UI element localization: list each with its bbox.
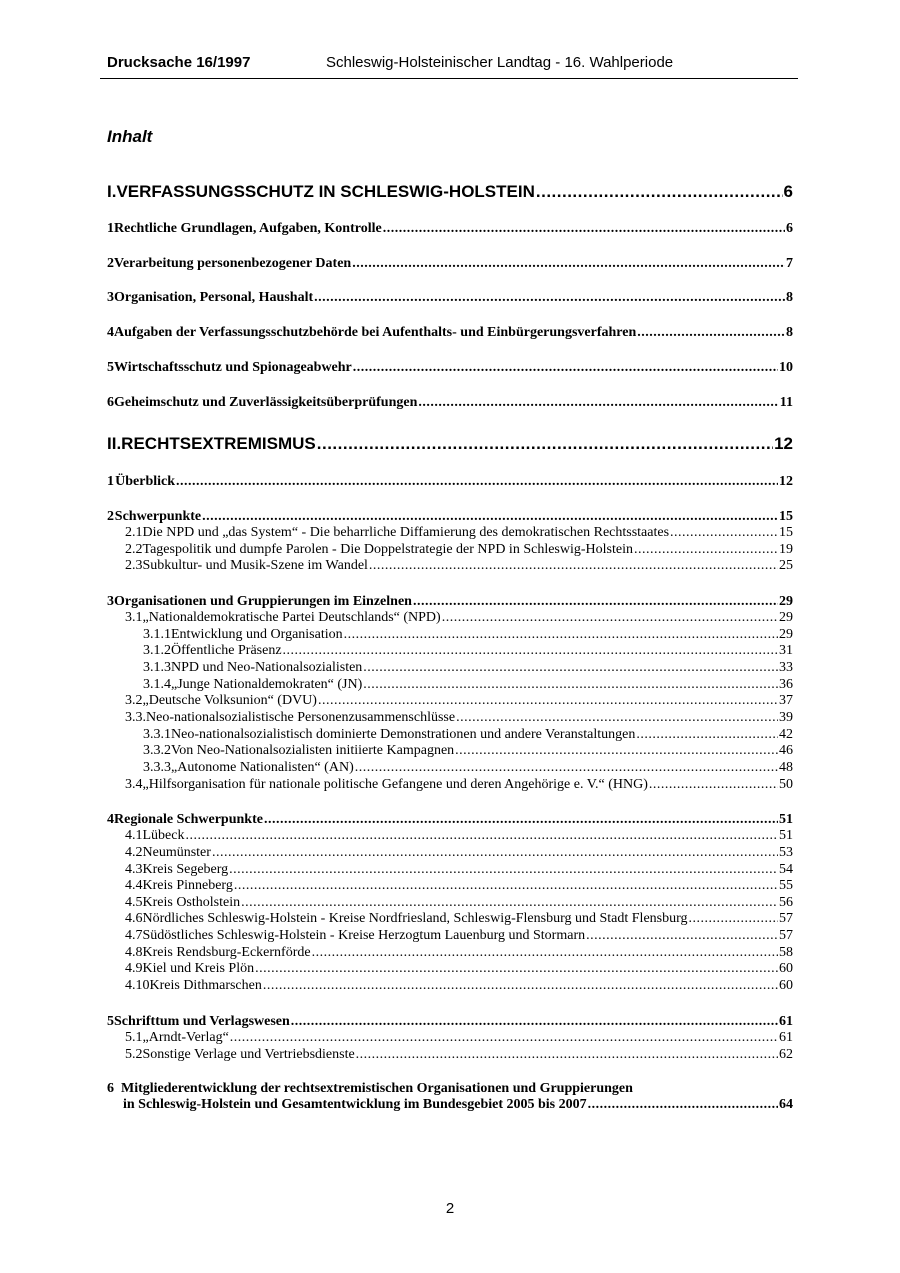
toc-entry-number: 5 xyxy=(107,1014,114,1029)
toc-entry[interactable] xyxy=(125,525,793,541)
toc-entry-title: Neumünster xyxy=(142,845,211,860)
toc-entry-page: 12 xyxy=(774,434,793,453)
toc-entry[interactable] xyxy=(125,911,793,927)
toc-entry-page: 50 xyxy=(779,777,793,792)
toc-entry-page: 15 xyxy=(779,525,793,540)
toc-entry-page: 64 xyxy=(779,1097,793,1112)
toc-entry-number: 3.3. xyxy=(125,710,146,725)
toc-entry[interactable] xyxy=(125,895,793,911)
toc-entry-title-line2: in Schleswig-Holstein und Gesamtentwicklung im Bundesgebiet 2005 bis 2007 xyxy=(123,1097,587,1112)
toc-entry-page: 57 xyxy=(779,911,793,926)
dot-leader xyxy=(202,509,778,525)
toc-entry-number: 3.3.3 xyxy=(143,760,171,775)
toc-chapter-entry[interactable] xyxy=(107,434,793,454)
dot-leader xyxy=(176,474,778,490)
dot-leader xyxy=(212,845,778,861)
toc-entry-number: 1 xyxy=(107,221,114,236)
dot-leader xyxy=(314,290,785,306)
toc-entry-title: Wirtschaftsschutz und Spionageabwehr xyxy=(114,360,352,375)
dot-leader xyxy=(369,558,778,574)
toc-entry[interactable] xyxy=(143,727,793,743)
toc-entry[interactable] xyxy=(125,928,793,944)
toc-entry[interactable] xyxy=(107,594,793,610)
toc-entry-page: 15 xyxy=(779,509,793,524)
toc-entry-page: 61 xyxy=(779,1030,793,1045)
toc-entry-title: Entwicklung und Organisation xyxy=(171,627,343,642)
toc-entry-number: 2.2 xyxy=(125,542,143,557)
dot-leader xyxy=(456,710,778,726)
toc-entry-title: NPD und Neo-Nationalsozialisten xyxy=(171,660,363,675)
toc-entry-title: Sonstige Verlage und Vertriebsdienste xyxy=(142,1047,355,1062)
dot-leader xyxy=(264,812,778,828)
toc-entry-number: 4.5 xyxy=(125,895,143,910)
toc-entry-title: Regionale Schwerpunkte xyxy=(114,812,263,827)
toc-entry-page: 39 xyxy=(779,710,793,725)
toc-entry-title: Rechtliche Grundlagen, Aufgaben, Kontrolle xyxy=(114,221,382,236)
toc-entry-title: Verarbeitung personenbezogener Daten xyxy=(114,256,352,271)
toc-entry-number: 2 xyxy=(107,509,114,524)
toc-entry-title: Schwerpunkte xyxy=(114,509,202,524)
toc-entry-number: II. xyxy=(107,434,122,453)
toc-entry[interactable] xyxy=(125,878,793,894)
toc-entry-title: Neo-nationalsozialistische Personenzusammenschlüsse xyxy=(146,710,456,725)
dot-leader xyxy=(312,945,778,961)
dot-leader xyxy=(283,643,778,659)
toc-entry-title-line1: Mitgliederentwicklung der rechtsextremistischen Organisationen und Gruppierungen xyxy=(121,1081,633,1096)
toc-entry-number: 2.1 xyxy=(125,525,143,540)
toc-entry-title: Kreis Segeberg xyxy=(142,862,229,877)
toc-entry-page: 51 xyxy=(779,828,793,843)
dot-leader xyxy=(634,542,778,558)
toc-entry[interactable] xyxy=(125,693,793,709)
toc-entry[interactable] xyxy=(143,760,793,776)
toc-entry-page: 29 xyxy=(779,627,793,642)
toc-entry-number: 4.1 xyxy=(125,828,143,843)
toc-entry-page: 58 xyxy=(779,945,793,960)
dot-leader xyxy=(255,961,778,977)
dot-leader xyxy=(263,978,778,994)
toc-entry-page: 57 xyxy=(779,928,793,943)
toc-entry-page: 60 xyxy=(779,961,793,976)
toc-entry-page: 6 xyxy=(783,182,793,201)
toc-entry-page: 48 xyxy=(779,760,793,775)
dot-leader xyxy=(241,895,778,911)
toc-entry-title: Schrifttum und Verlagswesen xyxy=(114,1014,290,1029)
toc-entry-number: 4.8 xyxy=(125,945,143,960)
toc-entry-title: „Deutsche Volksunion“ (DVU) xyxy=(142,693,317,708)
toc-entry-number: 3.1.4 xyxy=(143,677,171,692)
toc-entry-title: Südöstliches Schleswig-Holstein - Kreise Herzogtum Lauenburg und Stormarn xyxy=(142,928,586,943)
document-number: Drucksache 16/1997 xyxy=(107,54,251,71)
page-header xyxy=(100,52,798,79)
toc-entry-number: 3.1 xyxy=(125,610,143,625)
toc-entry-number: I. xyxy=(107,182,117,201)
toc-entry[interactable] xyxy=(125,978,793,994)
toc-entry[interactable] xyxy=(107,509,793,525)
toc-entry-number: 2.3 xyxy=(125,558,143,573)
dot-leader xyxy=(318,693,778,709)
toc-entry-number: 4.2 xyxy=(125,845,143,860)
toc-entry-page: 37 xyxy=(779,693,793,708)
toc-entry[interactable] xyxy=(143,677,793,693)
toc-entry-page: 33 xyxy=(779,660,793,675)
toc-entry-page: 61 xyxy=(779,1014,793,1029)
dot-leader xyxy=(588,1097,778,1113)
toc-entry-title: Kreis Dithmarschen xyxy=(149,978,262,993)
toc-entry[interactable] xyxy=(125,558,793,574)
toc-entry-number: 3 xyxy=(107,594,114,609)
dot-leader xyxy=(586,928,778,944)
toc-entry[interactable] xyxy=(125,1047,793,1063)
toc-entry-number: 4 xyxy=(107,325,114,340)
toc-entry-number: 5 xyxy=(107,360,114,375)
dot-leader xyxy=(317,434,773,454)
toc-entry-number: 3.1.3 xyxy=(143,660,171,675)
toc-entry[interactable] xyxy=(125,862,793,878)
dot-leader xyxy=(536,182,783,202)
toc-entry[interactable] xyxy=(125,828,793,844)
toc-entry-page: 36 xyxy=(779,677,793,692)
toc-entry-number: 2 xyxy=(107,256,114,271)
toc-entry-title: Von Neo-Nationalsozialisten initiierte Kampagnen xyxy=(171,743,455,758)
toc-entry-title: Öffentliche Präsenz xyxy=(171,643,282,658)
toc-entry-number: 1 xyxy=(107,474,114,489)
toc-entry[interactable] xyxy=(107,474,793,490)
toc-entry[interactable] xyxy=(107,360,793,376)
toc-entry-title: RECHTSEXTREMISMUS xyxy=(121,434,316,453)
dot-leader xyxy=(230,1030,778,1046)
toc-entry-page: 55 xyxy=(779,878,793,893)
dot-leader xyxy=(234,878,778,894)
toc-entry[interactable] xyxy=(107,290,793,306)
toc-entry-title: Lübeck xyxy=(142,828,185,843)
dot-leader xyxy=(291,1014,778,1030)
toc-entry[interactable] xyxy=(125,710,793,726)
toc-entry-number: 4.9 xyxy=(125,961,143,976)
toc-entry-page: 46 xyxy=(779,743,793,758)
toc-entry-number: 3 xyxy=(107,290,114,305)
toc-entry-page: 19 xyxy=(779,542,793,557)
toc-entry-title: Geheimschutz und Zuverlässigkeitsüberprüfungen xyxy=(114,395,418,410)
dot-leader xyxy=(455,743,778,759)
toc-entry-title: Tagespolitik und dumpfe Parolen - Die Doppelstrategie der NPD in Schleswig-Holstein xyxy=(142,542,633,557)
toc-entry[interactable] xyxy=(107,1014,793,1030)
dot-leader xyxy=(649,777,778,793)
toc-entry-page: 25 xyxy=(779,558,793,573)
toc-entry-page: 62 xyxy=(779,1047,793,1062)
toc-entry-title: VERFASSUNGSSCHUTZ IN SCHLESWIG-HOLSTEIN xyxy=(116,182,535,201)
toc-entry[interactable] xyxy=(107,395,793,411)
toc-entry-title: Neo-nationalsozialistisch dominierte Demonstrationen und andere Veranstaltungen xyxy=(171,727,636,742)
dot-leader xyxy=(353,360,778,376)
toc-entry-number: 4.4 xyxy=(125,878,143,893)
toc-entry-title: Kreis Rendsburg-Eckernförde xyxy=(142,945,311,960)
dot-leader xyxy=(356,1047,778,1063)
toc-entry[interactable] xyxy=(143,643,793,659)
toc-entry-6-mitgliederentwicklung[interactable] xyxy=(107,1081,793,1113)
toc-entry-page: 7 xyxy=(786,256,793,271)
dot-leader xyxy=(355,760,778,776)
dot-leader xyxy=(636,727,778,743)
dot-leader xyxy=(689,911,778,927)
toc-entry[interactable] xyxy=(107,221,793,237)
toc-chapter-entry[interactable] xyxy=(107,182,793,202)
toc-entry-number: 6 xyxy=(107,395,114,410)
toc-entry-number: 3.2 xyxy=(125,693,143,708)
dot-leader xyxy=(442,610,778,626)
toc-entry-title: Nördliches Schleswig-Holstein - Kreise Nordfriesland, Schleswig-Flensburg und Stadt Flensburg xyxy=(142,911,688,926)
toc-entry[interactable] xyxy=(143,660,793,676)
toc-entry[interactable] xyxy=(125,1030,793,1046)
toc-entry-number: 3.1.2 xyxy=(143,643,171,658)
toc-entry-page: 54 xyxy=(779,862,793,877)
toc-entry-title: Subkultur- und Musik-Szene im Wandel xyxy=(142,558,368,573)
toc-entry-page: 8 xyxy=(786,325,793,340)
toc-entry-number: 3.4 xyxy=(125,777,143,792)
toc-entry-page: 51 xyxy=(779,812,793,827)
toc-entry-title: „Junge Nationaldemokraten“ (JN) xyxy=(171,677,363,692)
toc-entry-page: 11 xyxy=(779,395,793,410)
toc-entry-title: „Hilfsorganisation für nationale politische Gefangene und deren Angehörige e. V.“ (HNG) xyxy=(142,777,648,792)
toc-entry[interactable] xyxy=(125,961,793,977)
toc-entry[interactable] xyxy=(143,627,793,643)
toc-entry-page: 8 xyxy=(786,290,793,305)
toc-entry[interactable] xyxy=(125,542,793,558)
dot-leader xyxy=(413,594,778,610)
toc-entry-number: 4.7 xyxy=(125,928,143,943)
toc-entry-title: Kiel und Kreis Plön xyxy=(142,961,255,976)
toc-entry[interactable] xyxy=(125,610,793,626)
parliament-title: Schleswig-Holsteinischer Landtag - 16. Wahlperiode xyxy=(326,54,674,71)
toc-entry-page: 29 xyxy=(779,594,793,609)
dot-leader xyxy=(418,395,778,411)
toc-entry-number: 3.1.1 xyxy=(143,627,171,642)
dot-leader xyxy=(383,221,785,237)
toc-entry-title: Aufgaben der Verfassungsschutzbehörde bei Aufenthalts- und Einbürgerungsverfahren xyxy=(114,325,637,340)
toc-entry-title: Kreis Ostholstein xyxy=(142,895,241,910)
toc-entry[interactable] xyxy=(107,256,793,272)
toc-entry-page: 56 xyxy=(779,895,793,910)
toc-entry-title: Kreis Pinneberg xyxy=(142,878,233,893)
dot-leader xyxy=(229,862,778,878)
toc-entry-title: Die NPD und „das System“ - Die beharrliche Diffamierung des demokratischen Rechtsstaates xyxy=(142,525,670,540)
toc-entry[interactable] xyxy=(125,945,793,961)
toc-entry-page: 31 xyxy=(779,643,793,658)
toc-entry-number: 3.3.2 xyxy=(143,743,171,758)
dot-leader xyxy=(352,256,785,272)
toc-entry-number: 5.1 xyxy=(125,1030,143,1045)
toc-entry[interactable] xyxy=(107,812,793,828)
toc-entry[interactable] xyxy=(143,743,793,759)
page-number: 2 xyxy=(445,1200,455,1217)
toc-entry-page: 6 xyxy=(786,221,793,236)
toc-entry-title: „Autonome Nationalisten“ (AN) xyxy=(171,760,354,775)
toc-entry-title: „Nationaldemokratische Partei Deutschlands“ (NPD) xyxy=(142,610,441,625)
toc-entry-title: „Arndt-Verlag“ xyxy=(142,1030,229,1045)
toc-entry-page: 29 xyxy=(779,610,793,625)
toc-entry-page: 12 xyxy=(779,474,793,489)
toc-entry-number: 3.3.1 xyxy=(143,727,171,742)
dot-leader xyxy=(637,325,785,341)
dot-leader xyxy=(185,828,778,844)
toc-entry-title: Organisationen und Gruppierungen im Einzelnen xyxy=(114,594,412,609)
dot-leader xyxy=(363,677,778,693)
toc-entry-number: 4.10 xyxy=(125,978,150,993)
toc-entry-number: 4.3 xyxy=(125,862,143,877)
dot-leader xyxy=(363,660,778,676)
toc-entry-page: 60 xyxy=(779,978,793,993)
toc-entry-title: Organisation, Personal, Haushalt xyxy=(114,290,314,305)
toc-entry-number: 5.2 xyxy=(125,1047,143,1062)
toc-entry-page: 10 xyxy=(779,360,793,375)
contents-heading: Inhalt xyxy=(107,127,153,146)
toc-entry-number: 4 xyxy=(107,812,114,827)
toc-entry[interactable] xyxy=(125,777,793,793)
toc-entry-number: 4.6 xyxy=(125,911,143,926)
toc-entry-title: Überblick xyxy=(115,474,176,489)
toc-entry-page: 42 xyxy=(779,727,793,742)
toc-entry-page: 53 xyxy=(779,845,793,860)
dot-leader xyxy=(670,525,778,541)
toc-entry-number: 6 xyxy=(107,1081,114,1096)
dot-leader xyxy=(344,627,778,643)
toc-entry[interactable] xyxy=(125,845,793,861)
toc-entry[interactable] xyxy=(107,325,793,341)
